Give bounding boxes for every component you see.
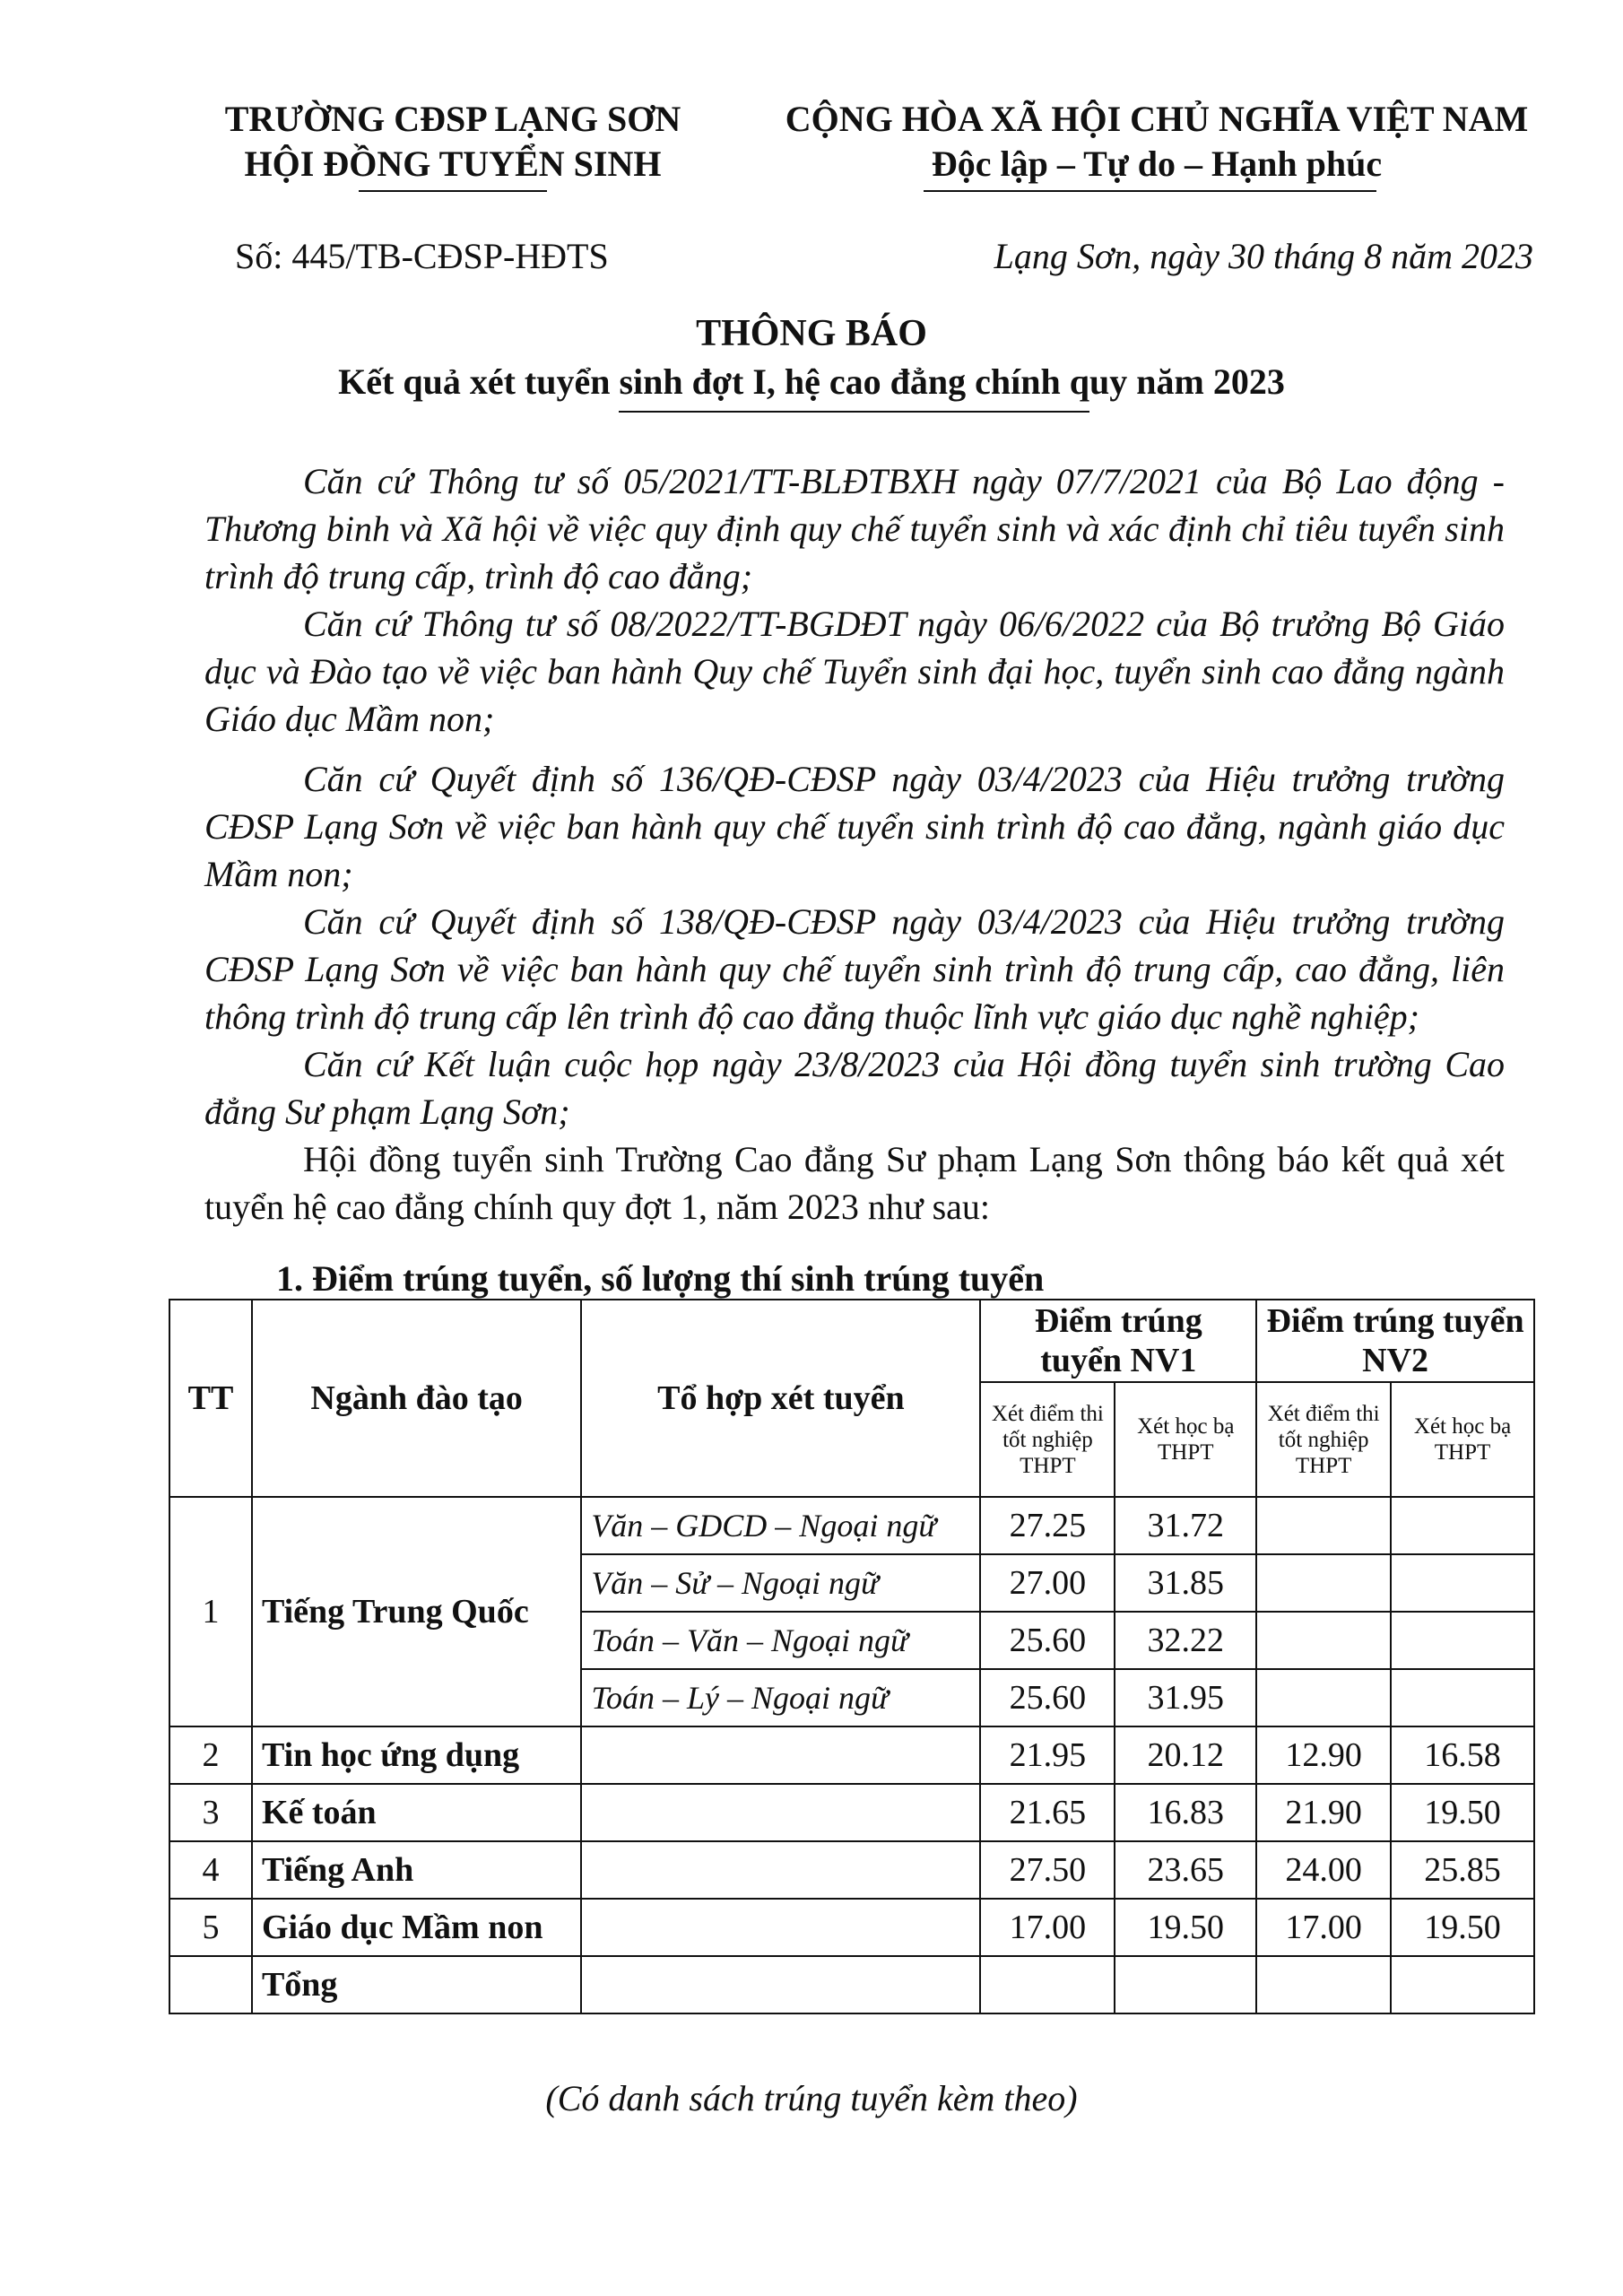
header-nv1: Điểm trúng tuyển NV1 [980, 1300, 1256, 1382]
row-tt: 3 [169, 1784, 252, 1841]
row-nv1-transcript: 31.85 [1115, 1554, 1256, 1612]
row-combo [581, 1784, 980, 1841]
header-nv2: Điểm trúng tuyển NV2 [1256, 1300, 1534, 1382]
header-major: Ngành đào tạo [252, 1300, 581, 1497]
document-title: THÔNG BÁO [696, 313, 927, 354]
row-nv2-transcript: 19.50 [1391, 1784, 1534, 1841]
row-nv2-exam [1256, 1612, 1391, 1669]
national-motto-block [762, 97, 1551, 187]
table-row [169, 1784, 1534, 1841]
announcement-intro: Hội đồng tuyển sinh Trường Cao đẳng Sư phạm Lạng Sơn thông báo kết quả xét tuyển hệ cao đẳng chính quy đợt 1, năm 2023 như sau: [204, 1139, 1505, 1227]
document-date: Lạng Sơn, ngày 30 tháng 8 năm 2023 [994, 236, 1533, 276]
row-nv2-transcript [1391, 1497, 1534, 1554]
row-nv2-exam [1256, 1497, 1391, 1554]
title-underline [619, 411, 1089, 413]
row-major: Giáo dục Mầm non [252, 1899, 581, 1956]
subheader-nv2-transcript: Xét học bạ THPT [1391, 1382, 1534, 1497]
row-nv1-exam: 27.00 [980, 1554, 1115, 1612]
legal-basis-2: Căn cứ Thông tư số 08/2022/TT-BGDĐT ngày 06/6/2022 của Bộ trưởng Bộ Giáo dục và Đào tạo về việc ban hành Quy chế Tuyển sinh đại học, tuyển sinh cao đẳng ngành Giáo dục Mầm non; [204, 604, 1505, 739]
legal-basis-4: Căn cứ Quyết định số 138/QĐ-CĐSP ngày 03/4/2023 của Hiệu trưởng trường CĐSP Lạng Sơn về việc ban hành quy chế tuyển sinh trình độ trung cấp, cao đẳng, liên thông trình độ trung cấp lên trình độ cao đẳng thuộc lĩnh vực giáo dục nghề nghiệp; [204, 901, 1505, 1037]
row-combo: Toán – Văn – Ngoại ngữ [581, 1612, 980, 1669]
row-tt: 4 [169, 1841, 252, 1899]
row-nv2-exam: 24.00 [1256, 1841, 1391, 1899]
document-number: Số: 445/TB-CĐSP-HĐTS [235, 236, 609, 276]
row-nv2-transcript: 25.85 [1391, 1841, 1534, 1899]
row-nv2-transcript [1391, 1554, 1534, 1612]
row-combo: Văn – GDCD – Ngoại ngữ [581, 1497, 980, 1554]
header-combo: Tổ hợp xét tuyển [581, 1300, 980, 1497]
row-nv1-exam: 27.50 [980, 1841, 1115, 1899]
table-row [169, 1726, 1534, 1784]
results-table [169, 1299, 1535, 2014]
row-nv2-transcript: 19.50 [1391, 1899, 1534, 1956]
row-tt: 2 [169, 1726, 252, 1784]
row-nv2-exam [1256, 1554, 1391, 1612]
issuer-block [175, 97, 731, 187]
row-nv1-exam: 17.00 [980, 1899, 1115, 1956]
row-nv1-transcript: 32.22 [1115, 1612, 1256, 1669]
row-major: Tin học ứng dụng [252, 1726, 581, 1784]
row-major: Kế toán [252, 1784, 581, 1841]
subheader-nv1-exam: Xét điểm thi tốt nghiệp THPT [980, 1382, 1115, 1497]
row-nv1-transcript: 31.72 [1115, 1497, 1256, 1554]
subheader-nv1-transcript: Xét học bạ THPT [1115, 1382, 1256, 1497]
row-nv1-transcript: 20.12 [1115, 1726, 1256, 1784]
row-nv1-transcript: 23.65 [1115, 1841, 1256, 1899]
document-body [204, 457, 1505, 1231]
table-row [169, 1841, 1534, 1899]
row-combo: Toán – Lý – Ngoại ngữ [581, 1669, 980, 1726]
row-nv2-transcript [1391, 1612, 1534, 1669]
issuer-school: TRƯỜNG CĐSP LẠNG SƠN [224, 99, 681, 139]
row-nv2-exam: 21.90 [1256, 1784, 1391, 1841]
table-row [169, 1899, 1534, 1956]
document-subtitle: Kết quả xét tuyển sinh đợt I, hệ cao đẳng chính quy năm 2023 [338, 361, 1285, 402]
row-nv1-exam: 21.95 [980, 1726, 1115, 1784]
legal-basis-5: Căn cứ Kết luận cuộc họp ngày 23/8/2023 của Hội đồng tuyển sinh trường Cao đẳng Sư phạm Lạng Sơn; [204, 1044, 1505, 1132]
motto-underline [924, 190, 1376, 192]
row-combo: Văn – Sử – Ngoại ngữ [581, 1554, 980, 1612]
row-nv2-transcript [1391, 1669, 1534, 1726]
table-row [169, 1497, 1534, 1554]
row-combo [581, 1841, 980, 1899]
row-nv1-transcript: 16.83 [1115, 1784, 1256, 1841]
total-label: Tổng [252, 1956, 581, 2013]
row-nv1-exam: 27.25 [980, 1497, 1115, 1554]
row-nv1-transcript: 31.95 [1115, 1669, 1256, 1726]
table-header-row [169, 1300, 1534, 1382]
table-total-row [169, 1956, 1534, 2013]
issuer-underline [359, 190, 547, 192]
row-nv2-exam: 17.00 [1256, 1899, 1391, 1956]
national-name: CỘNG HÒA XÃ HỘI CHỦ NGHĨA VIỆT NAM [785, 99, 1529, 139]
legal-basis-3: Căn cứ Quyết định số 136/QĐ-CĐSP ngày 03/4/2023 của Hiệu trưởng trường CĐSP Lạng Sơn về việc ban hành quy chế tuyển sinh trình độ cao đẳng, ngành giáo dục Mầm non; [204, 759, 1505, 894]
subheader-nv2-exam: Xét điểm thi tốt nghiệp THPT [1256, 1382, 1391, 1497]
row-tt: 5 [169, 1899, 252, 1956]
row-nv1-exam: 25.60 [980, 1669, 1115, 1726]
row-nv2-exam: 12.90 [1256, 1726, 1391, 1784]
section-heading: 1. Điểm trúng tuyển, số lượng thí sinh trúng tuyển [276, 1258, 1045, 1299]
header-tt: TT [169, 1300, 252, 1497]
row-tt: 1 [169, 1497, 252, 1726]
row-nv2-exam [1256, 1669, 1391, 1726]
row-nv1-exam: 21.65 [980, 1784, 1115, 1841]
row-nv1-transcript: 19.50 [1115, 1899, 1256, 1956]
row-major: Tiếng Anh [252, 1841, 581, 1899]
row-combo [581, 1726, 980, 1784]
attachment-note: (Có danh sách trúng tuyển kèm theo) [545, 2078, 1078, 2118]
row-combo [581, 1899, 980, 1956]
row-nv1-exam: 25.60 [980, 1612, 1115, 1669]
issuer-council: HỘI ĐỒNG TUYỂN SINH [244, 144, 662, 184]
legal-basis-1: Căn cứ Thông tư số 05/2021/TT-BLĐTBXH ngày 07/7/2021 của Bộ Lao động - Thương binh và Xã hội về việc quy định quy chế tuyển sinh và xác định chỉ tiêu tuyển sinh trình độ trung cấp, trình độ cao đẳng; [204, 461, 1505, 596]
national-motto: Độc lập – Tự do – Hạnh phúc [931, 144, 1383, 184]
row-major: Tiếng Trung Quốc [252, 1497, 581, 1726]
row-nv2-transcript: 16.58 [1391, 1726, 1534, 1784]
